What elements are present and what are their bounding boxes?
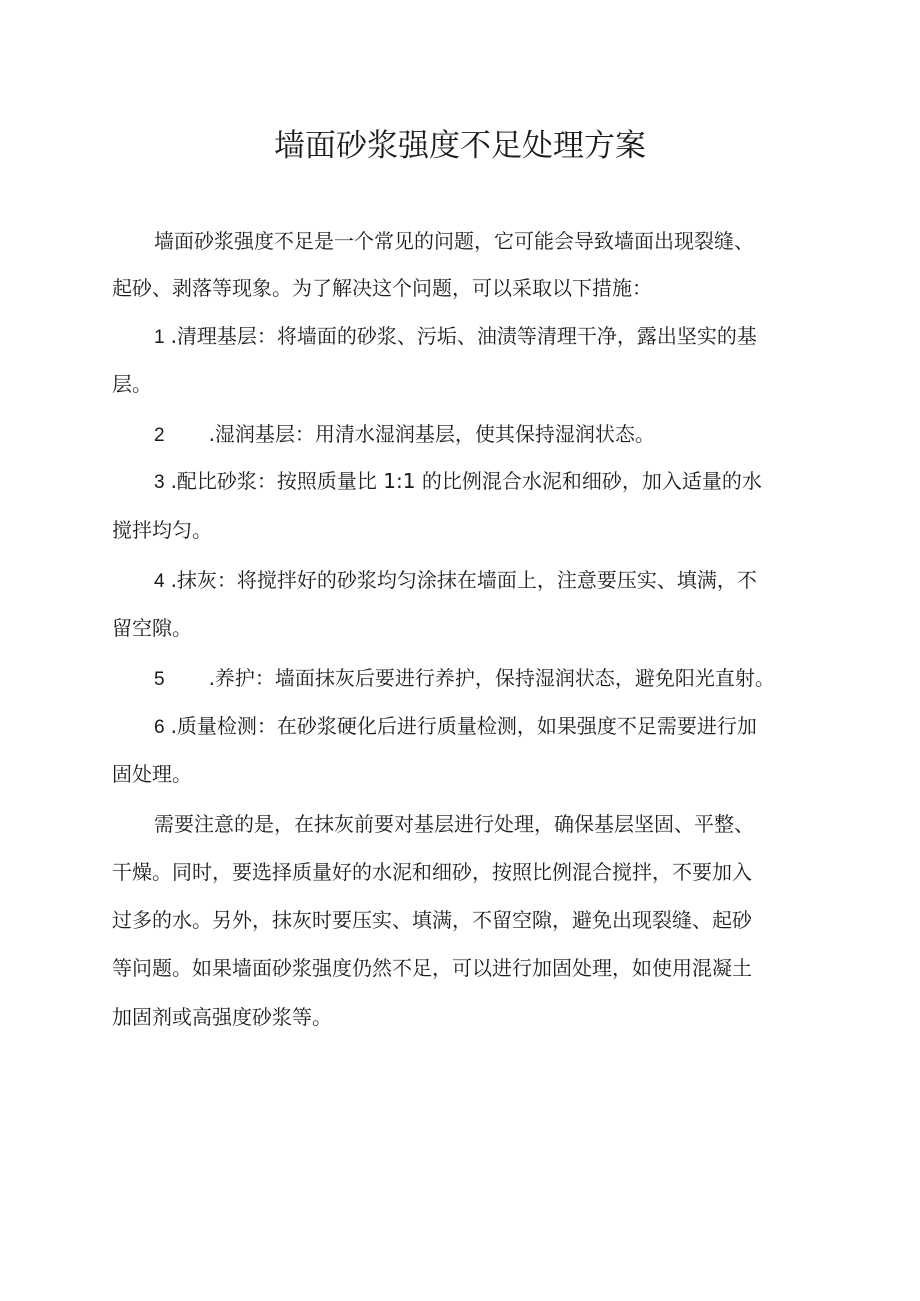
note-line-3: 过多的水。另外，抹灰时要压实、填满，不留空隙，避免出现裂缝、起砂 xyxy=(112,908,752,932)
step-3-number: 3 xyxy=(154,472,165,493)
step-6-line-2: 固处理。 xyxy=(112,762,192,786)
step-2-number: 2 xyxy=(154,425,165,446)
step-2-line-1 xyxy=(154,420,864,450)
step-4-text: .抹灰：将搅拌好的砂浆均匀涂抹在墙面上，注意要压实、填满，不 xyxy=(170,568,757,592)
document-title: 墙面砂浆强度不足处理方案 xyxy=(274,128,646,164)
note-line-5: 加固剂或高强度砂浆等。 xyxy=(112,1005,332,1029)
step-1-text: .清理基层：将墙面的砂浆、污垢、油渍等清理干净，露出坚实的基 xyxy=(170,324,757,348)
step-5-number: 5 xyxy=(154,669,165,690)
step-3-line-1 xyxy=(154,467,864,497)
step-3-line-2: 搅拌均匀。 xyxy=(112,518,212,542)
step-1-line-2: 层。 xyxy=(112,372,152,396)
step-6-number: 6 xyxy=(154,717,165,738)
step-4-line-1 xyxy=(154,566,864,596)
note-line-2: 干燥。同时，要选择质量好的水泥和细砂，按照比例混合搅拌，不要加入 xyxy=(112,860,752,884)
step-5-text: .养护：墙面抹灰后要进行养护，保持湿润状态，避免阳光直射。 xyxy=(208,666,775,690)
step-4-line-2: 留空隙。 xyxy=(112,616,192,640)
step-6-text: .质量检测：在砂浆硬化后进行质量检测，如果强度不足需要进行加 xyxy=(170,714,757,738)
intro-line-1: 墙面砂浆强度不足是一个常见的问题，它可能会导致墙面出现裂缝、 xyxy=(154,229,754,253)
step-3-text: .配比砂浆：按照质量比 1:1 的比例混合水泥和细砂，加入适量的水 xyxy=(170,469,762,493)
step-6-line-1 xyxy=(154,712,864,742)
step-1-line-1 xyxy=(154,322,864,352)
step-4-number: 4 xyxy=(154,571,165,592)
intro-line-2: 起砂、剥落等现象。为了解决这个问题，可以采取以下措施： xyxy=(112,276,652,300)
step-1-number: 1 xyxy=(154,327,165,348)
step-5-line-1 xyxy=(154,664,864,694)
note-line-1: 需要注意的是，在抹灰前要对基层进行处理，确保基层坚固、平整、 xyxy=(154,812,754,836)
step-2-text: .湿润基层：用清水湿润基层，使其保持湿润状态。 xyxy=(208,422,655,446)
note-line-4: 等问题。如果墙面砂浆强度仍然不足，可以进行加固处理，如使用混凝土 xyxy=(112,956,752,980)
